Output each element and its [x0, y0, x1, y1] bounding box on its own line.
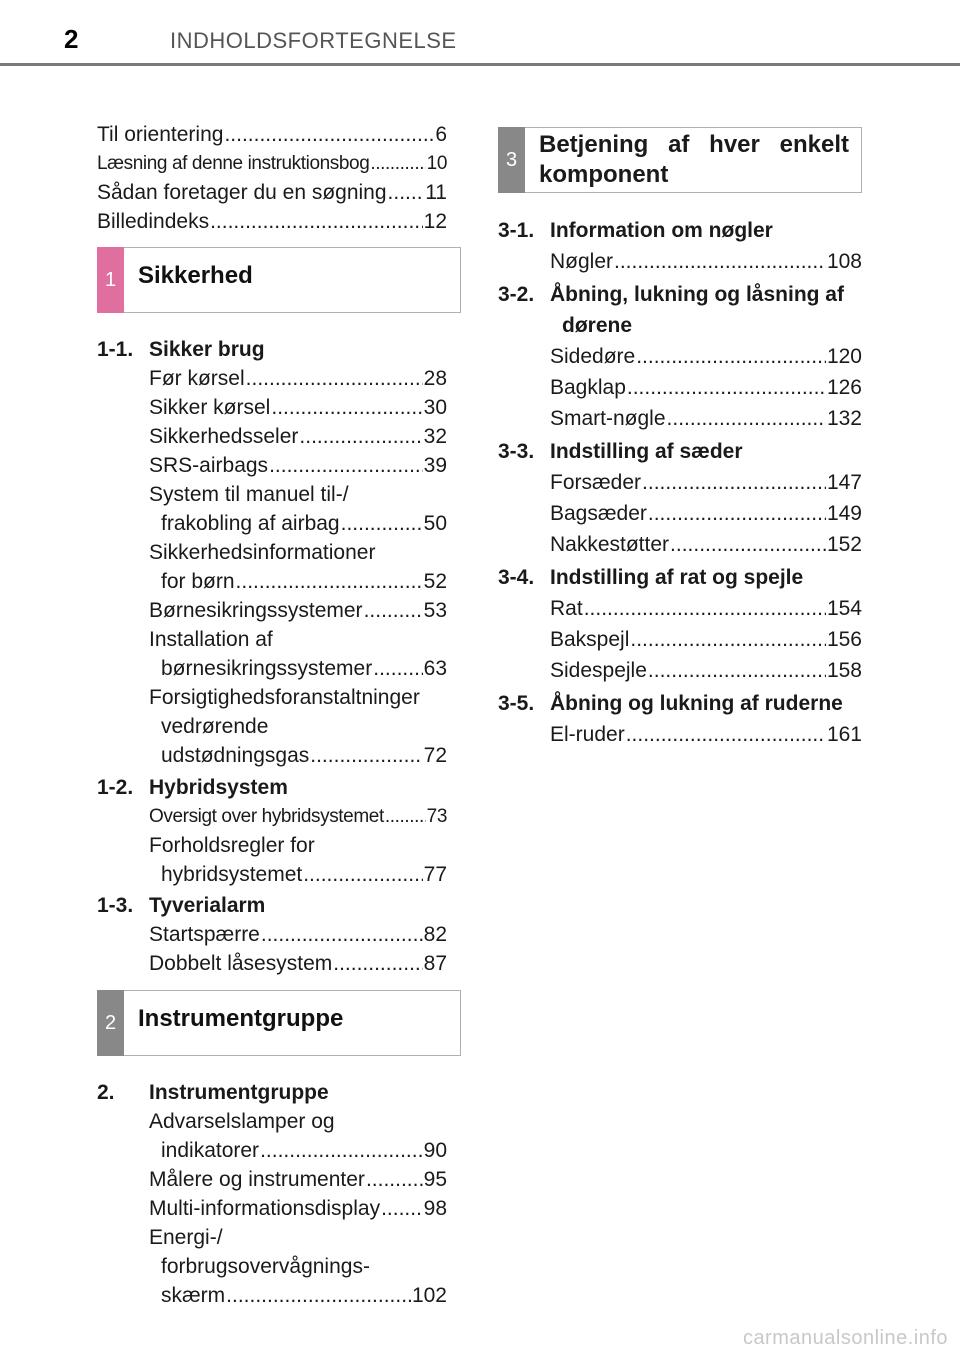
toc-entry[interactable] [498, 529, 862, 560]
toc-entry[interactable] [97, 451, 447, 480]
toc-entry-page: 30 [423, 396, 447, 419]
toc-entry-page: 87 [423, 952, 447, 975]
toc-entry[interactable] [97, 949, 447, 978]
toc-entry-label: Forsæder [550, 471, 642, 494]
subsection-3-1 [498, 215, 862, 277]
toc-entry-label: Energi-/ [149, 1226, 223, 1249]
toc-entry[interactable] [498, 624, 862, 655]
toc-entry[interactable] [97, 149, 447, 178]
subsection-label: Indstilling af rat og spejle [550, 566, 804, 589]
toc-entry-label-cont: hybridsystemet [161, 863, 303, 886]
toc-entry-page: 95 [423, 1168, 447, 1191]
leader-dots [226, 1281, 411, 1310]
toc-entry-label: Sådan foretager du en søgning [97, 181, 387, 204]
leader-dots [667, 403, 826, 434]
subsection-3-4 [498, 562, 862, 686]
subsection-1-1 [97, 335, 447, 770]
toc-entry-label: El-ruder [550, 723, 625, 746]
toc-entry-label: Forsigtighedsforanstaltninger [149, 686, 420, 709]
toc-entry-label: SRS-airbags [149, 454, 269, 477]
toc-entry[interactable] [498, 498, 862, 529]
toc-entry-page: 12 [423, 210, 447, 233]
header-title: INDHOLDSFORTEGNELSE [170, 28, 457, 53]
subsection-number: 1-3. [97, 894, 134, 917]
subsection-heading[interactable] [498, 279, 862, 341]
toc-entry[interactable] [498, 403, 862, 434]
toc-entry[interactable] [97, 538, 447, 596]
toc-entry-page: 39 [423, 454, 447, 477]
leader-dots [271, 393, 422, 422]
toc-entry-label: Nøgler [550, 250, 614, 273]
toc-entry[interactable] [97, 683, 447, 770]
subsection-heading[interactable] [498, 562, 862, 593]
leader-dots [373, 654, 422, 683]
leader-dots [260, 1136, 423, 1165]
toc-entry-page: 154 [826, 597, 862, 620]
toc-entry-page: 63 [423, 657, 447, 680]
toc-entry[interactable] [97, 831, 447, 889]
section-header-betjening[interactable] [498, 127, 862, 193]
toc-entry-label: Billedindeks [97, 210, 210, 233]
subsection-label-line2: dørene [562, 314, 633, 337]
toc-entry-page: 132 [826, 407, 862, 430]
toc-entry-label: Sikkerhedsinformationer [149, 541, 376, 564]
leader-dots [303, 860, 422, 889]
toc-entry[interactable] [97, 120, 447, 149]
toc-entry[interactable] [97, 1165, 447, 1194]
toc-entry[interactable] [97, 1194, 447, 1223]
toc-entry-page: 52 [423, 570, 447, 593]
page-header [0, 0, 960, 68]
toc-left-column [97, 120, 447, 1310]
toc-entry-label: Sidedøre [550, 345, 636, 368]
leader-dots [364, 596, 423, 625]
toc-entry-page: 72 [423, 744, 447, 767]
toc-entry-label: Sikker kørsel [149, 396, 271, 419]
toc-entry-label: Før kørsel [149, 367, 245, 390]
toc-entry[interactable] [97, 625, 447, 683]
toc-entry-page: 50 [423, 512, 447, 535]
leader-dots [584, 593, 826, 624]
leader-dots [626, 719, 826, 750]
toc-entry[interactable] [97, 1223, 447, 1310]
section-tab: 3 [498, 127, 525, 193]
page-number: 2 [64, 24, 79, 54]
toc-entry-label-cont: udstødningsgas [161, 744, 310, 767]
leader-dots [236, 567, 423, 596]
subsection-3-5 [498, 688, 862, 750]
toc-entry-page: 152 [826, 533, 862, 556]
toc-entry-label: Installation af [149, 628, 273, 651]
toc-entry-label: Sidespejle [550, 659, 647, 682]
leader-dots [341, 509, 423, 538]
toc-entry-page: 90 [423, 1139, 447, 1162]
subsection-label: Information om nøgler [550, 219, 773, 242]
toc-entry-page: 158 [826, 659, 862, 682]
section-title: Instrumentgruppe [138, 1005, 344, 1032]
toc-entry-label: Bagklap [550, 376, 626, 399]
toc-entry-label: Advarselslamper og [149, 1110, 335, 1133]
toc-entry-page: 77 [423, 863, 447, 886]
subsection-label-line1: Åbning, lukning og låsning af [550, 283, 844, 306]
subsection-number: 3-5. [498, 692, 535, 715]
subsection-heading[interactable] [498, 215, 862, 246]
subsection-label: Åbning og lukning af ruderne [550, 692, 843, 715]
subsection-number: 1-1. [97, 338, 134, 361]
subsection-heading[interactable] [97, 1078, 447, 1107]
section-title: Betjening af hver enkelt komponent [539, 131, 849, 188]
leader-dots [630, 624, 826, 655]
subsection-1-2 [97, 773, 447, 889]
toc-entry-page: 161 [826, 723, 862, 746]
subsection-label: Hybridsystem [149, 776, 288, 799]
subsection-number: 3-4. [498, 566, 535, 589]
subsection-number: 2. [97, 1081, 115, 1104]
toc-entry-label: System til manuel til-/ [149, 483, 349, 506]
toc-entry-label: Bagsæder [550, 502, 647, 525]
toc-entry-label-cont: forbrugsovervågnings- [161, 1255, 370, 1278]
toc-entry-label-cont: frakobling af airbag [161, 512, 340, 535]
leader-dots [642, 467, 826, 498]
toc-entry[interactable] [97, 364, 447, 393]
toc-entry-page: 120 [826, 345, 862, 368]
leader-dots [246, 364, 423, 393]
toc-entry[interactable] [97, 1107, 447, 1165]
subsection-number: 3-3. [498, 440, 535, 463]
toc-entry-label-cont: skærm [161, 1284, 226, 1307]
subsection-label [550, 279, 862, 341]
toc-entry[interactable] [498, 372, 862, 403]
toc-entry-label: Startspærre [149, 923, 260, 946]
toc-entry[interactable] [97, 596, 447, 625]
section-tab: 2 [97, 990, 124, 1056]
subsection-label: Tyverialarm [149, 894, 266, 917]
subsection-heading[interactable] [97, 335, 447, 364]
subsection-number: 1-2. [97, 776, 134, 799]
toc-entry-page: 82 [423, 923, 447, 946]
leader-dots [269, 451, 423, 480]
toc-entry[interactable] [498, 246, 862, 277]
toc-entry-page: 156 [826, 628, 862, 651]
leader-dots [388, 178, 425, 207]
toc-entry-page: 98 [423, 1197, 447, 1220]
subsection-number: 3-2. [498, 283, 535, 306]
subsection-heading[interactable] [498, 688, 862, 719]
toc-entry-page: 126 [826, 376, 862, 399]
toc-entry-label: Til orientering [97, 123, 224, 146]
toc-entry-label: Sikkerhedsseler [149, 425, 299, 448]
toc-entry-page: 6 [435, 123, 447, 146]
subsection-3-3 [498, 436, 862, 560]
subsection-heading[interactable] [498, 436, 862, 467]
section-title: Sikkerhed [138, 262, 253, 289]
toc-entry[interactable] [498, 341, 862, 372]
leader-dots [261, 920, 423, 949]
toc-entry[interactable] [97, 393, 447, 422]
watermark: carmanualsonline.info [742, 1327, 948, 1349]
section-header-sikkerhed[interactable] [97, 247, 461, 313]
toc-entry-page: 73 [426, 806, 447, 827]
toc-entry-page: 147 [826, 471, 862, 494]
toc-entry-label: Målere og instrumenter [149, 1168, 365, 1191]
subsection-label: Instrumentgruppe [149, 1081, 329, 1104]
subsection-heading[interactable] [97, 773, 447, 802]
leader-dots [333, 949, 422, 978]
leader-dots [381, 1194, 423, 1223]
toc-entry-label-cont: vedrørende [161, 715, 269, 738]
subsection-label: Sikker brug [149, 338, 265, 361]
subsection-2 [97, 1078, 447, 1310]
toc-entry-label: Dobbelt låsesystem [149, 952, 333, 975]
section-tab: 1 [97, 247, 124, 313]
toc-entry-page: 149 [826, 502, 862, 525]
subsection-heading[interactable] [97, 891, 447, 920]
leader-dots [648, 655, 826, 686]
toc-entry[interactable] [498, 593, 862, 624]
leader-dots [670, 529, 826, 560]
toc-entry-label: Bakspejl [550, 628, 630, 651]
leader-dots [370, 149, 425, 178]
toc-entry-page: 32 [423, 425, 447, 448]
leader-dots [299, 422, 422, 451]
toc-entry-label: Forholdsregler for [149, 834, 315, 857]
leader-dots [366, 1165, 423, 1194]
toc-entry-label: Oversigt over hybridsystemet [149, 806, 384, 827]
leader-dots [627, 372, 826, 403]
toc-entry[interactable] [97, 480, 447, 538]
toc-entry-page: 102 [411, 1284, 447, 1307]
toc-entry-label: Smart-nøgle [550, 407, 666, 430]
header-divider [0, 63, 960, 66]
section-header-instrumentgruppe[interactable] [97, 990, 461, 1056]
toc-entry-label: Børnesikringssystemer [149, 599, 363, 622]
subsection-3-2 [498, 279, 862, 434]
leader-dots [310, 741, 422, 770]
toc-entry-label-cont: for børn [161, 570, 235, 593]
toc-entry[interactable] [498, 655, 862, 686]
toc-entry-page: 11 [425, 181, 447, 204]
toc-entry-label: Nakkestøtter [550, 533, 670, 556]
toc-entry[interactable] [97, 920, 447, 949]
toc-entry-label: Multi-informationsdisplay [149, 1197, 381, 1220]
toc-entry[interactable] [97, 207, 447, 236]
toc-entry-page: 28 [423, 367, 447, 390]
leader-dots [385, 802, 426, 831]
leader-dots [648, 498, 826, 529]
subsection-label: Indstilling af sæder [550, 440, 743, 463]
leader-dots [636, 341, 826, 372]
toc-entry-page: 53 [423, 599, 447, 622]
toc-entry-label-cont: indikatorer [161, 1139, 260, 1162]
toc-entry[interactable] [97, 178, 447, 207]
toc-entry-page: 10 [426, 153, 447, 174]
toc-entry[interactable] [498, 467, 862, 498]
subsection-number: 3-1. [498, 219, 535, 242]
toc-entry-label-cont: børnesikringssystemer [161, 657, 373, 680]
toc-entry[interactable] [498, 719, 862, 750]
subsection-1-3 [97, 891, 447, 978]
toc-entry-label: Læsning af denne instruktionsbog [97, 153, 370, 174]
toc-entry-page: 108 [826, 250, 862, 273]
toc-right-column [498, 127, 862, 750]
toc-entry[interactable] [97, 802, 447, 831]
leader-dots [224, 120, 434, 149]
toc-entry[interactable] [97, 422, 447, 451]
toc-entry-label: Rat [550, 597, 583, 620]
leader-dots [210, 207, 423, 236]
leader-dots [614, 246, 826, 277]
